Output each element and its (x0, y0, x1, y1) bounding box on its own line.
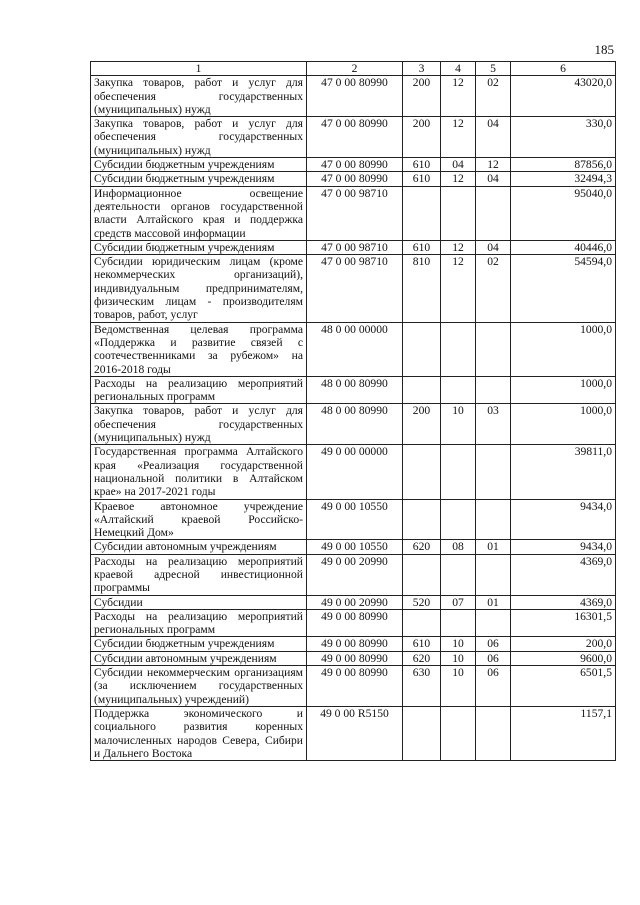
row-code-cell: 49 0 00 20990 (307, 554, 403, 595)
row-sum-cell: 1000,0 (511, 376, 616, 404)
row-rz-cell: 10 (441, 404, 476, 445)
row-pr-cell: 04 (476, 117, 511, 158)
row-rz-cell: 10 (441, 666, 476, 707)
row-code-cell: 49 0 00 10550 (307, 499, 403, 540)
row-pr-cell: 03 (476, 404, 511, 445)
row-sum-cell: 87856,0 (511, 158, 616, 172)
row-sum-cell: 1000,0 (511, 404, 616, 445)
row-vr-cell: 610 (403, 637, 441, 651)
row-rz-cell (441, 376, 476, 404)
row-sum-cell: 39811,0 (511, 445, 616, 499)
row-name-cell: Субсидии некоммерческим организациям (за исключением государственных (муниципальных) учреждений) (91, 666, 307, 707)
row-vr-cell (403, 376, 441, 404)
row-pr-cell: 02 (476, 255, 511, 322)
row-rz-cell (441, 706, 476, 760)
row-vr-cell: 200 (403, 404, 441, 445)
row-code-cell: 49 0 00 10550 (307, 540, 403, 554)
row-pr-cell: 06 (476, 637, 511, 651)
row-code-cell: 49 0 00 80990 (307, 666, 403, 707)
row-name-cell: Расходы на реализацию мероприятий региональных программ (91, 609, 307, 637)
row-rz-cell: 10 (441, 637, 476, 651)
row-code-cell: 47 0 00 80990 (307, 117, 403, 158)
row-rz-cell: 07 (441, 595, 476, 609)
row-name-cell: Субсидии бюджетным учреждениям (91, 172, 307, 186)
row-vr-cell: 610 (403, 240, 441, 254)
row-rz-cell: 10 (441, 651, 476, 665)
header-cell: 4 (441, 62, 476, 76)
row-sum-cell: 9434,0 (511, 540, 616, 554)
table-row (91, 445, 616, 499)
row-sum-cell: 54594,0 (511, 255, 616, 322)
row-sum-cell: 1157,1 (511, 706, 616, 760)
row-pr-cell: 04 (476, 172, 511, 186)
row-name-cell: Субсидии бюджетным учреждениям (91, 240, 307, 254)
row-vr-cell (403, 186, 441, 240)
row-sum-cell: 200,0 (511, 637, 616, 651)
row-code-cell: 47 0 00 98710 (307, 186, 403, 240)
header-cell: 3 (403, 62, 441, 76)
row-code-cell: 49 0 00 20990 (307, 595, 403, 609)
row-pr-cell: 06 (476, 666, 511, 707)
header-cell: 5 (476, 62, 511, 76)
row-pr-cell (476, 186, 511, 240)
row-sum-cell: 330,0 (511, 117, 616, 158)
row-name-cell: Расходы на реализацию мероприятий региональных программ (91, 376, 307, 404)
row-pr-cell: 04 (476, 240, 511, 254)
row-pr-cell (476, 445, 511, 499)
row-vr-cell (403, 445, 441, 499)
row-rz-cell: 12 (441, 240, 476, 254)
row-code-cell: 47 0 00 98710 (307, 240, 403, 254)
table-row (91, 637, 616, 651)
row-name-cell: Субсидии автономным учреждениям (91, 540, 307, 554)
row-sum-cell: 4369,0 (511, 554, 616, 595)
row-code-cell: 48 0 00 80990 (307, 376, 403, 404)
row-name-cell: Субсидии автономным учреждениям (91, 651, 307, 665)
row-code-cell: 49 0 00 R5150 (307, 706, 403, 760)
row-name-cell: Закупка товаров, работ и услуг для обеспечения государственных (муниципальных) нужд (91, 117, 307, 158)
row-code-cell: 48 0 00 00000 (307, 322, 403, 376)
row-rz-cell (441, 445, 476, 499)
row-rz-cell: 04 (441, 158, 476, 172)
table-row (91, 255, 616, 322)
header-cell: 6 (511, 62, 616, 76)
table-row (91, 172, 616, 186)
row-vr-cell: 620 (403, 540, 441, 554)
row-pr-cell: 06 (476, 651, 511, 665)
table-row (91, 554, 616, 595)
table-row (91, 499, 616, 540)
row-vr-cell: 200 (403, 76, 441, 117)
row-code-cell: 49 0 00 80990 (307, 637, 403, 651)
row-vr-cell (403, 609, 441, 637)
table-row (91, 158, 616, 172)
row-name-cell: Субсидии юридическим лицам (кроме некоммерческих организаций), индивидуальным предпринимателям, физическим лицам - производителям товаров, работ, услуг (91, 255, 307, 322)
row-code-cell: 47 0 00 80990 (307, 158, 403, 172)
table-row (91, 376, 616, 404)
row-code-cell: 47 0 00 98710 (307, 255, 403, 322)
row-sum-cell: 9434,0 (511, 499, 616, 540)
row-vr-cell: 200 (403, 117, 441, 158)
row-vr-cell: 610 (403, 158, 441, 172)
header-cell: 2 (307, 62, 403, 76)
row-name-cell: Информационное освещение деятельности органов государственной власти Алтайского края и поддержка средств массовой информации (91, 186, 307, 240)
page-number: 185 (594, 42, 614, 57)
table-body (91, 76, 616, 761)
row-rz-cell: 12 (441, 172, 476, 186)
table-row (91, 240, 616, 254)
row-vr-cell: 810 (403, 255, 441, 322)
row-name-cell: Закупка товаров, работ и услуг для обеспечения государственных (муниципальных) нужд (91, 76, 307, 117)
row-name-cell: Краевое автономное учреждение «Алтайский краевой Российско-Немецкий Дом» (91, 499, 307, 540)
table-row (91, 322, 616, 376)
table-row (91, 76, 616, 117)
row-pr-cell (476, 609, 511, 637)
row-vr-cell: 630 (403, 666, 441, 707)
row-code-cell: 48 0 00 80990 (307, 404, 403, 445)
row-pr-cell (476, 554, 511, 595)
header-row (91, 62, 616, 76)
table-row (91, 595, 616, 609)
row-name-cell: Закупка товаров, работ и услуг для обеспечения государственных (муниципальных) нужд (91, 404, 307, 445)
row-vr-cell (403, 554, 441, 595)
table-row (91, 609, 616, 637)
row-name-cell: Расходы на реализацию мероприятий краевой адресной инвестиционной программы (91, 554, 307, 595)
table-row (91, 651, 616, 665)
row-pr-cell (476, 376, 511, 404)
table-row (91, 706, 616, 760)
row-pr-cell (476, 322, 511, 376)
row-name-cell: Субсидии (91, 595, 307, 609)
row-sum-cell: 6501,5 (511, 666, 616, 707)
row-sum-cell: 95040,0 (511, 186, 616, 240)
table-row (91, 186, 616, 240)
row-name-cell: Государственная программа Алтайского края «Реализация государственной национальной политики в Алтайском крае» на 2017-2021 годы (91, 445, 307, 499)
row-pr-cell (476, 499, 511, 540)
row-vr-cell (403, 322, 441, 376)
row-vr-cell: 520 (403, 595, 441, 609)
row-code-cell: 47 0 00 80990 (307, 76, 403, 117)
row-vr-cell: 620 (403, 651, 441, 665)
row-name-cell: Поддержка экономического и социального развития коренных малочисленных народов Севера, Сибири и Дальнего Востока (91, 706, 307, 760)
row-rz-cell (441, 322, 476, 376)
row-rz-cell (441, 186, 476, 240)
row-rz-cell (441, 609, 476, 637)
row-rz-cell: 12 (441, 117, 476, 158)
table-row (91, 666, 616, 707)
row-name-cell: Субсидии бюджетным учреждениям (91, 637, 307, 651)
row-sum-cell: 4369,0 (511, 595, 616, 609)
row-vr-cell: 610 (403, 172, 441, 186)
header-cell: 1 (91, 62, 307, 76)
row-name-cell: Ведомственная целевая программа «Поддержка и развитие связей с соотечественниками за рубежом» на 2016-2018 годы (91, 322, 307, 376)
row-sum-cell: 1000,0 (511, 322, 616, 376)
row-pr-cell: 12 (476, 158, 511, 172)
row-pr-cell: 01 (476, 540, 511, 554)
row-code-cell: 47 0 00 80990 (307, 172, 403, 186)
row-vr-cell (403, 706, 441, 760)
row-code-cell: 49 0 00 80990 (307, 651, 403, 665)
budget-table (90, 61, 616, 761)
row-pr-cell: 01 (476, 595, 511, 609)
row-vr-cell (403, 499, 441, 540)
row-rz-cell (441, 499, 476, 540)
row-rz-cell: 08 (441, 540, 476, 554)
row-code-cell: 49 0 00 80990 (307, 609, 403, 637)
row-name-cell: Субсидии бюджетным учреждениям (91, 158, 307, 172)
row-sum-cell: 40446,0 (511, 240, 616, 254)
row-code-cell: 49 0 00 00000 (307, 445, 403, 499)
row-rz-cell: 12 (441, 76, 476, 117)
row-sum-cell: 9600,0 (511, 651, 616, 665)
row-sum-cell: 16301,5 (511, 609, 616, 637)
table-row (91, 540, 616, 554)
row-rz-cell (441, 554, 476, 595)
table-row (91, 117, 616, 158)
row-sum-cell: 43020,0 (511, 76, 616, 117)
row-rz-cell: 12 (441, 255, 476, 322)
row-sum-cell: 32494,3 (511, 172, 616, 186)
row-pr-cell: 02 (476, 76, 511, 117)
row-pr-cell (476, 706, 511, 760)
table-row (91, 404, 616, 445)
